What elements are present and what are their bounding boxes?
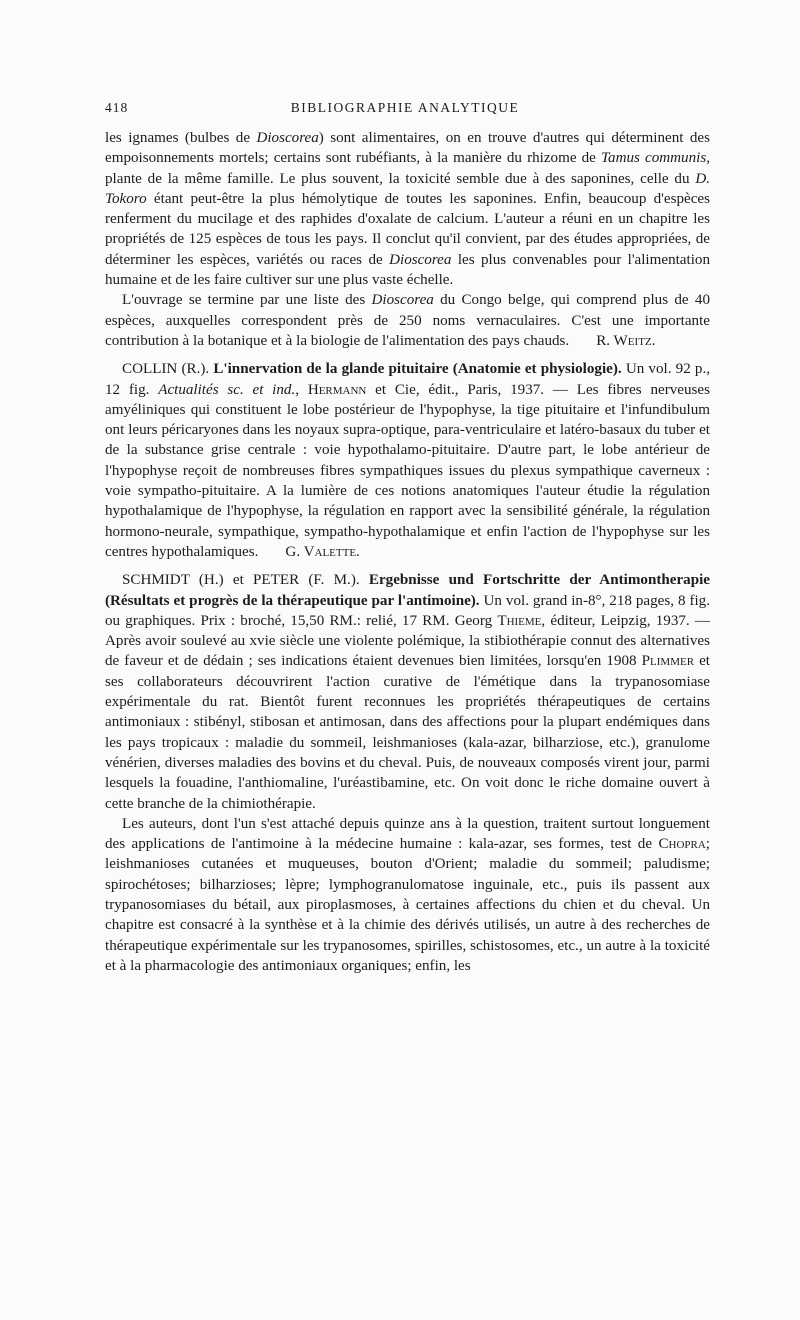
running-head-title: BIBLIOGRAPHIE ANALYTIQUE xyxy=(290,100,520,115)
body-text xyxy=(105,128,710,976)
weitz-review-continuation: les ignames (bulbes de Dioscorea) sont alimentaires, on en trouve d'autres qui déterminent des empoisonnements mortels; certains sont rubéfiants, à la manière du rhizome de Tamus communis, plante de la même famille. Le plus souvent, la toxicité semble due à des saponines, celle du D. Tokoro étant peut-être la plus hémolytique de toutes les saponines. Enfin, beaucoup d'espèces renferment du mucilage et des raphides d'oxalate de calcium. L'auteur a réuni en un chapitre les propriétés de 125 espèces de tous les pays. Il conclut qu'il convient, par des études appropriées, de déterminer les espèces, variétés ou races de Dioscorea les plus convenables pour l'alimentation humaine et de les faire cultiver sur une plus vaste échelle. xyxy=(105,130,711,289)
schmidt-review-second-paragraph: Les auteurs, dont l'un s'est attaché depuis quinze ans à la question, traitent surtout longuement des applications de l'antimoine à la médecine humaine : kala-azar, ses formes, test de Chopra; leishmanioses cutanées et muqueuses, bouton d'Orient; maladie du sommeil; paludisme; spirochétoses; bilharzioses; lèpre; lymphogranulomatose inguinale, etc., puis ils passent aux trypanosomiases du bétail, aux piroplasmoses, à certaines affections du chien et du cheval. Un chapitre est consacré à la synthèse et à la chimie des dérivés utilisés, un autre à des recherches de thérapeutique expérimentale sur les trypanosomes, spirilles, schistosomes, etc., un autre à la toxicité et à la pharmacologie des antimoniaux organiques; enfin, les xyxy=(105,815,710,974)
bibliography-entry-collin: COLLIN (R.). L'innervation de la glande pituitaire (Anatomie et physiologie). Un vol. 92 p., 12 fig. Actualités sc. et ind., Hermann et Cie, édit., Paris, 1937. — Les fibres nerveuses amyéliniques qui constituent le lobe postérieur de l'hypophyse, la tige pituitaire et l'infundibulum ont leurs péricaryones dans les noyaux supra-optique, para-ventriculaire et latéro-basaux du tuber et de la substance grise centrale : voie hypothalamo-pituitaire. D'autre part, le lobe antérieur de l'hypophyse reçoit de nombreuses fibres sympathiques issues du plexus sympathique caverneux : voie sympatho-pituitaire. A la lumière de ces notions anatomiques l'auteur étudie la régulation hypothalamique de l'hypophyse, la régulation en rapport avec la sensibilité générale, la régulation hormono-neurale, sympathique, sympatho-hypothalamique et enfin l'action de l'hypophyse sur les centres hypothalamiques. G. Valette. xyxy=(105,359,710,562)
reviewer-signature: G. Valette. xyxy=(285,543,360,560)
entry-title: Ergebnisse und Fortschritte der Antimontherapie (Résultats et progrès de la thérapeutique par l'antimoine). xyxy=(105,572,710,609)
running-head xyxy=(105,100,705,122)
weitz-review-final-paragraph: L'ouvrage se termine par une liste des Dioscorea du Congo belge, qui comprend plus de 40 espèces, auxquelles correspondent près de 250 noms vernaculaires. C'est une importante contribution à la botanique et à la biologie de l'alimentation des pays chauds. R. Weitz. xyxy=(105,290,710,351)
bibliography-entry-schmidt: SCHMIDT (H.) et PETER (F. M.). Ergebnisse und Fortschritte der Antimontherapie (Résultats et progrès de la thérapeutique par l'antimoine). Un vol. grand in-8°, 218 pages, 8 fig. ou graphiques. Prix : broché, 15,50 RM.: relié, 17 RM. Georg Thieme, éditeur, Leipzig, 1937. — Après avoir soulevé au xvie siècle une violente polémique, la stibiothérapie connut des alternatives de faveur et de dédain ; ses indications étaient devenues bien limitées, lorsqu'en 1908 Plimmer et ses collaborateurs découvrirent l'action curative de l'émétique dans la trypanosomiase expérimentale du rat. Bientôt furent reconnues les propriétés thérapeutiques de certains antimoniaux : stibényl, stibosan et antimosan, dans des affections pour la plupart endémiques dans les pays tropicaux : maladie du sommeil, leishmanioses (kala-azar, bilharziose, etc.), granulome vénérien, diverses maladies des bovins et du cheval. Puis, de nouveaux composés virent jour, parmi lesquels la fouadine, l'anthiomaline, l'uréastibamine, etc. On voit donc le riche domaine ouvert à cette branche de la chimiothérapie. xyxy=(105,572,710,812)
entry-title: L'innervation de la glande pituitaire (Anatomie et physiologie). xyxy=(213,361,622,378)
entry-author: COLLIN (R.). xyxy=(122,361,210,378)
page-number: 418 xyxy=(105,100,129,115)
reviewer-signature: R. Weitz. xyxy=(596,332,656,349)
entry-author: SCHMIDT (H.) et PETER (F. M.). xyxy=(122,572,360,589)
